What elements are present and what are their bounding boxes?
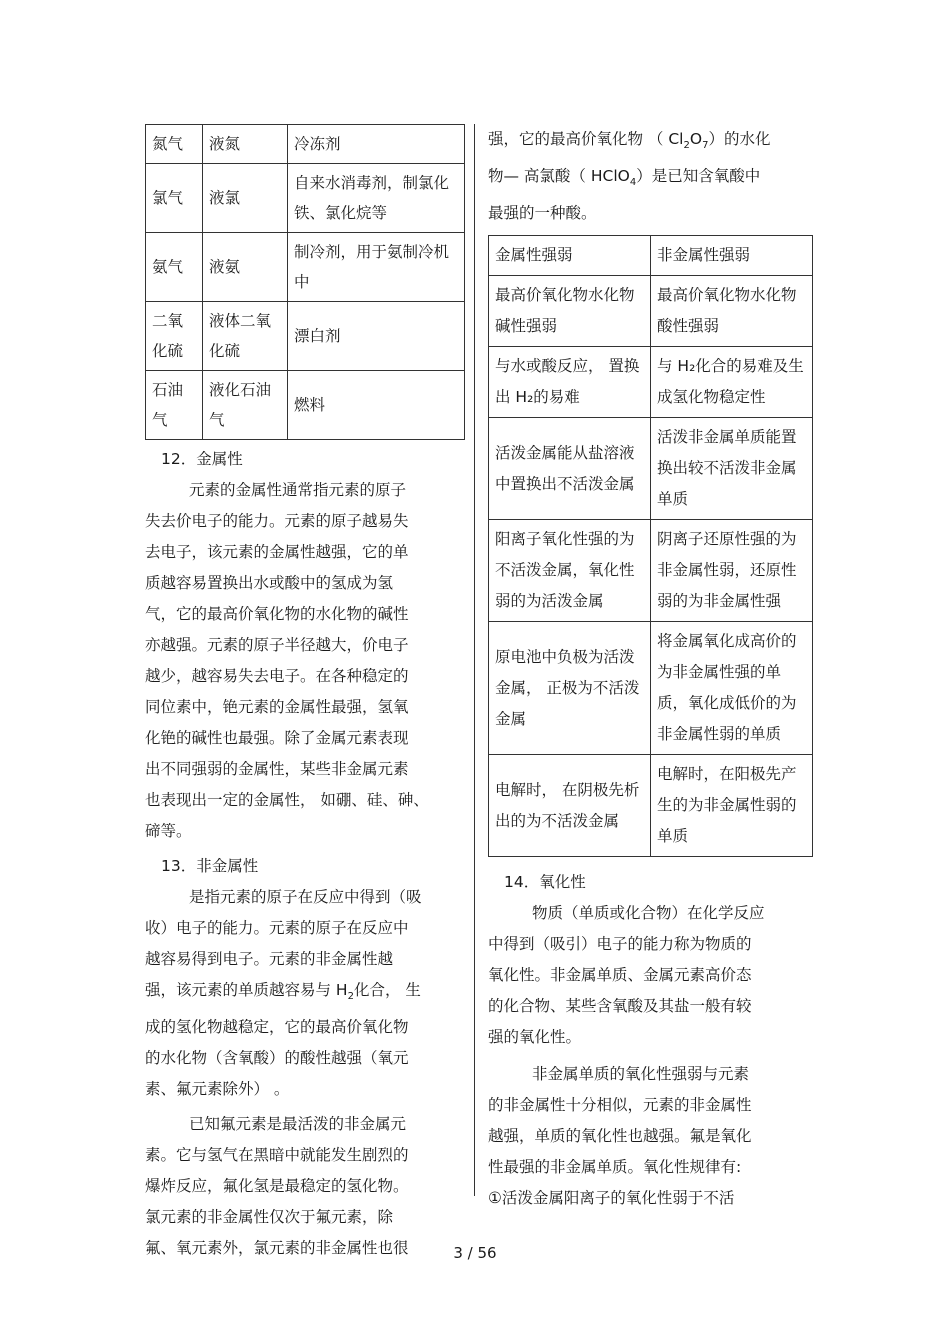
table-row (489, 418, 813, 520)
liquid-cell: 液氨 (203, 233, 288, 302)
page-number: 3 / 56 (453, 1244, 497, 1262)
section-13-paragraph-1 (145, 882, 465, 1105)
text-line: 碲等。 (145, 822, 192, 840)
use-cell: 制冷剂，用于氨制冷机中 (288, 233, 465, 302)
metallic-cell: 与水或酸反应， 置换出 H₂的易难 (489, 347, 651, 418)
text-line: 非金属单质的氧化性强弱与元素 (532, 1065, 750, 1084)
text-line: 出不同强弱的金属性，某些非金属元素 (145, 760, 409, 778)
metallic-cell: 最高价氧化物水化物碱性强弱 (489, 276, 651, 347)
table-header-nonmetallic: 非金属性强弱 (651, 236, 813, 276)
table-row (489, 622, 813, 755)
metallic-cell: 阳离子氧化性强的为不活泼金属，氧化性弱的为活泼金属 (489, 520, 651, 622)
text-line: 素、氟元素除外） 。 (145, 1080, 290, 1099)
section-12-heading: 12．金属性 (161, 450, 243, 468)
text-line: 强的氧化性。 (488, 1028, 582, 1047)
text-line: 越少，越容易失去电子。在各种稳定的 (145, 667, 409, 685)
nonmetallic-cell: 将金属氧化成高价的为非金属性强的单质，氧化成低价的为非金属性弱的单质 (651, 622, 813, 755)
liquid-cell: 液氯 (203, 164, 288, 233)
text-line: ①活泼金属阳离子的氧化性弱于不活 (488, 1189, 735, 1208)
text-line: 素。它与氢气在黑暗中就能发生剧烈的 (145, 1146, 409, 1165)
section-14-paragraph-1 (488, 898, 813, 1053)
table-row (146, 233, 465, 302)
text-line: 气，它的最高价氧化物的水化物的碱性 (145, 605, 409, 623)
section-14-heading: 14．氧化性 (504, 873, 586, 892)
section-12-text (145, 475, 465, 847)
use-cell: 燃料 (288, 371, 465, 440)
text-line: 性最强的非金属单质。氧化性规律有: (488, 1158, 742, 1177)
liquid-cell: 液体二氧化硫 (203, 302, 288, 371)
text-line: 氯元素的非金属性仅次于氟元素，除 (145, 1208, 394, 1227)
text-line: 亦越强。元素的原子半径越大，价电子 (145, 636, 409, 654)
table-row (489, 347, 813, 418)
nonmetallic-cell: 活泼非金属单质能置换出较不活泼非金属单质 (651, 418, 813, 520)
text-line: 物— 高氯酸（ HClO$_4$）是已知含氧酸中 (488, 167, 761, 189)
text-line: 也表现出一定的金属性， 如硼、硅、砷、 (145, 791, 429, 809)
table-row (146, 302, 465, 371)
gas-cell: 氨气 (146, 233, 203, 302)
gas-cell: 石油气 (146, 371, 203, 440)
use-cell: 冷冻剂 (288, 125, 465, 164)
right-column (488, 124, 813, 1214)
table-row (489, 276, 813, 347)
text-line: 质越容易置换出水或酸中的氢成为氢 (145, 574, 394, 592)
column-divider (474, 124, 475, 1196)
nonmetallic-cell: 最高价氧化物水化物酸性强弱 (651, 276, 813, 347)
metallic-cell: 原电池中负极为活泼金属， 正极为不活泼金属 (489, 622, 651, 755)
nonmetallic-cell: 阴离子还原性强的为非金属性弱，还原性弱的为非金属性强 (651, 520, 813, 622)
liquid-cell: 液化石油气 (203, 371, 288, 440)
metal-nonmetal-comparison-table (488, 235, 813, 857)
text-line: 是指元素的原子在反应中得到（吸 (189, 888, 422, 906)
metallic-cell: 电解时， 在阴极先析出的为不活泼金属 (489, 755, 651, 857)
text-line: 同位素中，铯元素的金属性最强，氢氧 (145, 698, 409, 716)
text-line: 中得到（吸引）电子的能力称为物质的 (488, 935, 752, 954)
nonmetallic-cell: 电解时，在阳极先产生的为非金属性弱的单质 (651, 755, 813, 857)
text-line: 物质（单质或化合物）在化学反应 (532, 904, 765, 923)
gas-cell: 氯气 (146, 164, 203, 233)
section-13-heading: 13．非金属性 (161, 857, 259, 875)
text-line: 失去价电子的能力。元素的原子越易失 (145, 512, 409, 530)
table-row (146, 371, 465, 440)
text-line: 化铯的碱性也最强。除了金属元素表现 (145, 729, 409, 747)
table-header-metallic: 金属性强弱 (489, 236, 651, 276)
table-row (489, 520, 813, 622)
text-line: 收）电子的能力。元素的原子在反应中 (145, 919, 409, 937)
table-row (489, 755, 813, 857)
text-line: 氟、氧元素外，氯元素的非金属性也很 (145, 1239, 409, 1258)
table-row (146, 125, 465, 164)
gas-liquid-table (145, 124, 465, 440)
text-line: 氧化性。非金属单质、金属元素高价态 (488, 966, 752, 985)
text-line: 强，它的最高价氧化物 （ $Cl_2O_7$）的水化 (488, 130, 771, 152)
text-line: 最强的一种酸。 (488, 204, 597, 223)
section-14-paragraph-2 (488, 1059, 813, 1214)
text-line: 的化合物、某些含氧酸及其盐一般有较 (488, 997, 752, 1016)
use-cell: 自来水消毒剂，制氯化铁、氯化烷等 (288, 164, 465, 233)
text-line: 的水化物（含氧酸）的酸性越强（氧元 (145, 1049, 409, 1068)
metallic-cell: 活泼金属能从盐溶液中置换出不活泼金属 (489, 418, 651, 520)
gas-cell: 氮气 (146, 125, 203, 164)
text-line: 越强，单质的氧化性也越强。氟是氧化 (488, 1127, 752, 1146)
text-line: 已知氟元素是最活泼的非金属元 (189, 1115, 407, 1134)
text-line: 强，该元素的单质越容易与 $H_2$化合， 生 (145, 981, 421, 1003)
table-row (146, 164, 465, 233)
text-line: 越容易得到电子。元素的非金属性越 (145, 950, 394, 968)
text-line: 成的氢化物越稳定，它的最高价氧化物 (145, 1018, 409, 1037)
text-line: 元素的金属性通常指元素的原子 (189, 481, 407, 499)
text-line: 的非金属性十分相似，元素的非金属性 (488, 1096, 752, 1115)
nonmetallic-cell: 与 H₂化合的易难及生成氢化物稳定性 (651, 347, 813, 418)
liquid-cell: 液氮 (203, 125, 288, 164)
section-13-paragraph-2 (145, 1109, 465, 1264)
text-line: 爆炸反应，氟化氢是最稳定的氢化物。 (145, 1177, 409, 1196)
gas-cell: 二氧化硫 (146, 302, 203, 371)
hclo4-text (488, 124, 813, 229)
left-column (145, 124, 465, 1264)
text-line: 去电子，该元素的金属性越强，它的单 (145, 543, 409, 561)
use-cell: 漂白剂 (288, 302, 465, 371)
